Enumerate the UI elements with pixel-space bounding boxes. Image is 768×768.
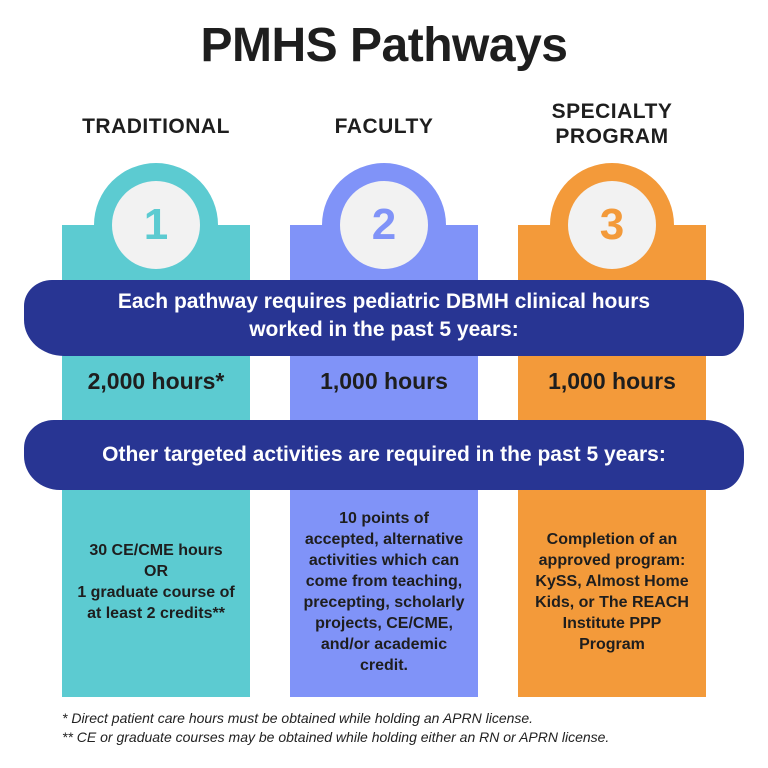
activity-line: KySS, Almost Home — [535, 573, 689, 590]
activity-line: Institute PPP — [562, 615, 662, 632]
footnote-2: ** CE or graduate courses may be obtained while holding either an RN or APRN license. — [62, 729, 610, 745]
activity-line: Kids, or The REACH — [535, 594, 689, 611]
pathway-2-activities — [290, 508, 478, 676]
pathway-2-hours: 1,000 hours — [320, 368, 448, 394]
pathway-title-traditional: TRADITIONAL — [82, 115, 230, 138]
pathway-1-hours: 2,000 hours* — [87, 368, 225, 394]
activity-line: approved program: — [538, 552, 686, 569]
pathway-title-line: PROGRAM — [555, 125, 669, 149]
pathway-title-line: SPECIALTY — [551, 100, 673, 123]
pathway-number-2: 2 — [340, 181, 428, 269]
activity-line: 10 points of — [339, 510, 429, 527]
activity-line: activities which can — [308, 552, 460, 569]
banner-line: Each pathway requires pediatric DBMH clinical hours — [117, 290, 651, 313]
footnote-1: * Direct patient care hours must be obtained while holding an APRN license. — [62, 710, 534, 726]
activity-line: come from teaching, — [305, 573, 463, 590]
activity-line: 30 CE/CME hours — [89, 542, 223, 559]
activity-line: precepting, scholarly — [303, 594, 465, 611]
activities-banner: Other targeted activities are required in the past 5 years: — [24, 420, 744, 490]
clinical-hours-banner — [24, 280, 744, 356]
pathway-1-activities — [62, 540, 250, 624]
activity-line: projects, CE/CME, — [315, 615, 453, 632]
activity-line: accepted, alternative — [304, 531, 464, 548]
pathway-title-specialty — [492, 99, 732, 149]
page-title: PMHS Pathways — [200, 19, 568, 72]
activity-line: Program — [579, 636, 645, 653]
pathway-3-activities — [518, 529, 706, 655]
pathway-number-3: 3 — [568, 181, 656, 269]
activity-line: at least 2 credits** — [87, 605, 225, 622]
activity-line: credit. — [359, 657, 408, 674]
activity-line: and/or academic — [320, 636, 448, 653]
activity-line: Completion of an — [546, 531, 678, 548]
activity-line: 1 graduate course of — [77, 584, 235, 601]
activity-line: OR — [144, 563, 168, 580]
pathway-title-faculty: FACULTY — [334, 115, 434, 138]
pathway-number-1: 1 — [112, 181, 200, 269]
banner-line: worked in the past 5 years: — [249, 318, 519, 341]
pathway-3-hours: 1,000 hours — [548, 368, 676, 394]
